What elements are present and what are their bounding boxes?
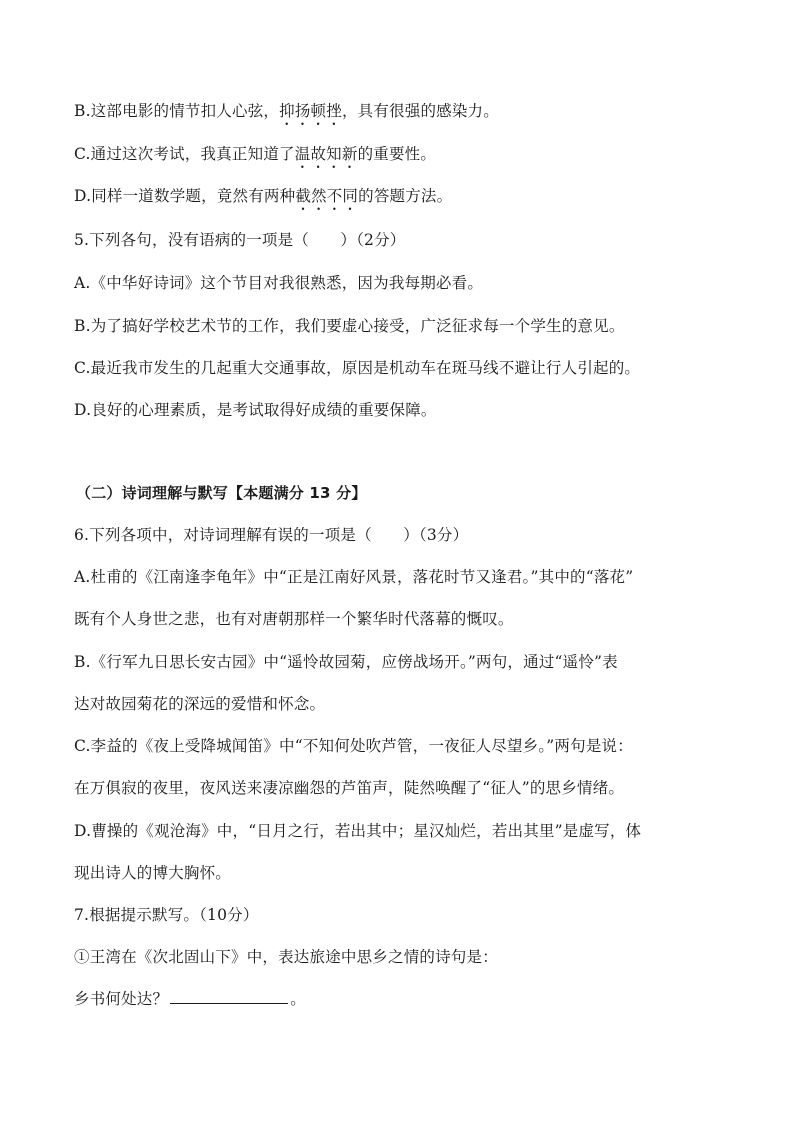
q4-option-b — [74, 100, 738, 129]
q6-option-c-line2: 在万俱寂的夜里，夜风送来凄凉幽怨的芦笛声，陡然唤醒了“征人”的思乡情绪。 — [74, 779, 625, 797]
q5-stem: 5.下列各句，没有语病的一项是（ ）（2分） — [74, 231, 406, 249]
q4-option-d-term: 截然不同 — [295, 187, 359, 205]
q4-option-d-post: 的答题方法。 — [358, 187, 453, 205]
q6-option-a-line1: A.杜甫的《江南逢李龟年》中“正是江南好风景，落花时节又逢君。”其中的“落花” — [74, 568, 634, 586]
q4-option-c-term: 温故知新 — [294, 145, 358, 163]
q4-option-d-pre: D.同样一道数学题，竟然有两种 — [74, 187, 296, 205]
q6-option-d-line2: 现出诗人的博大胸怀。 — [74, 864, 232, 882]
q6-option-c-line1: C.李益的《夜上受降城闻笛》中“不知何处吹芦管，一夜征人尽望乡。”两句是说： — [74, 737, 633, 755]
q7-item1-answer-pre: 乡书何处达？ — [74, 990, 169, 1008]
q7-item1: ①王湾在《次北固山下》中，表达旅途中思乡之情的诗句是： — [74, 948, 498, 966]
q4-option-c-pre: C.通过这次考试，我真正知道了 — [74, 145, 295, 163]
q4-option-d — [74, 185, 738, 214]
q5-option-b: B.为了搞好学校艺术节的工作，我们要虚心接受，广泛征求每一个学生的意见。 — [74, 317, 625, 335]
q4-option-c — [74, 143, 738, 172]
q7-item1-answer — [74, 988, 738, 1010]
q4-option-b-term: 抑扬顿挫 — [279, 102, 342, 120]
q6-option-d-line1: D.曹操的《观沧海》中，“日月之行，若出其中；星汉灿烂，若出其里”是虚写，体 — [74, 822, 642, 840]
q6-option-b-line1: B.《行军九日思长安古园》中“遥怜故园菊，应傍战场开。”两句，通过“遥怜”表 — [74, 653, 618, 671]
q5-option-a: A.《中华好诗词》这个节目对我很熟悉，因为我每期必看。 — [74, 274, 484, 292]
q7-stem: 7.根据提示默写。（10分） — [74, 906, 259, 924]
q7-item1-answer-post: 。 — [290, 990, 306, 1008]
q4-option-c-post: 的重要性。 — [357, 145, 437, 163]
q6-option-a-line2: 既有个人身世之悲，也有对唐朝那样一个繁华时代落幕的慨叹。 — [74, 610, 514, 628]
answer-blank[interactable] — [170, 989, 288, 1004]
q5-option-d: D.良好的心理素质，是考试取得好成绩的重要保障。 — [74, 401, 437, 419]
section-heading: （二）诗词理解与默写【本题满分 13 分】 — [76, 484, 367, 502]
q5-option-c: C.最近我市发生的几起重大交通事故，原因是机动车在斑马线不避让行人引起的。 — [74, 359, 641, 377]
q4-option-b-post: ，具有很强的感染力。 — [341, 102, 499, 120]
q6-stem: 6.下列各项中，对诗词理解有误的一项是（ ）（3分） — [74, 526, 469, 544]
q4-option-b-pre: B.这部电影的情节扣人心弦， — [74, 102, 280, 120]
q6-option-b-line2: 达对故园菊花的深远的爱惜和怀念。 — [74, 695, 326, 713]
